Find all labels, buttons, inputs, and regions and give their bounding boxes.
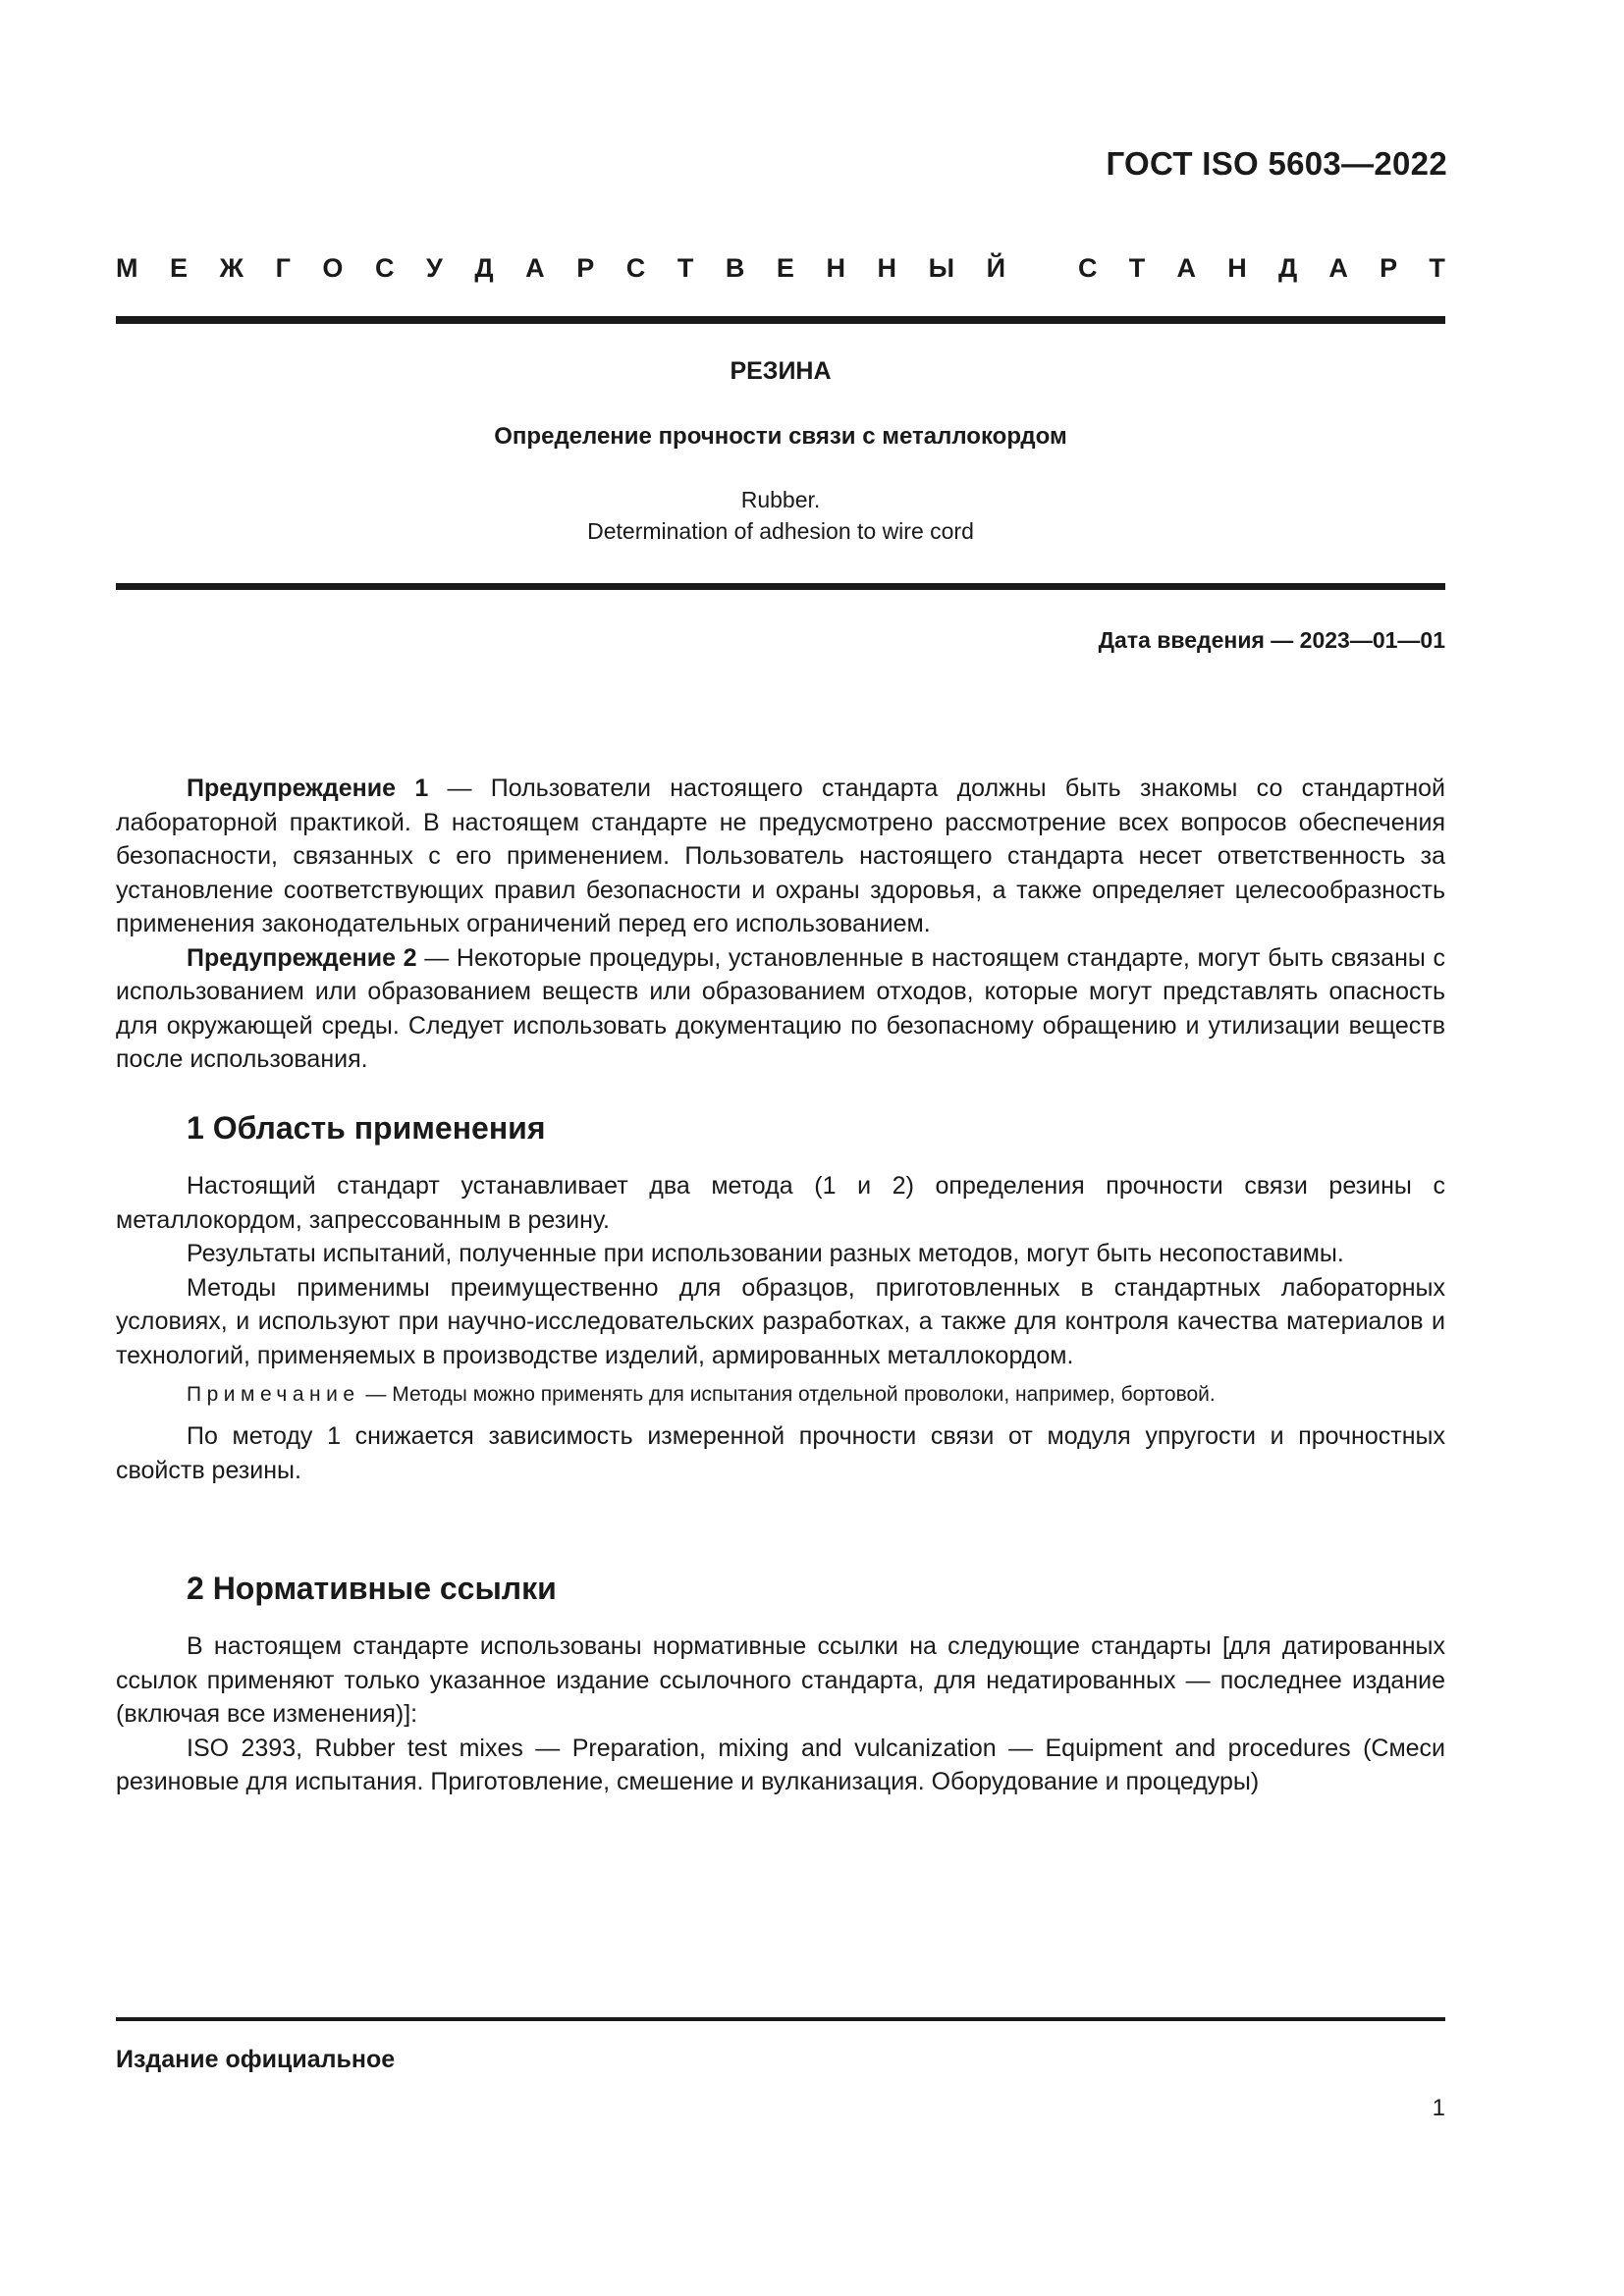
page-number: 1: [1432, 2095, 1445, 2121]
body-paragraph: По методу 1 снижается зависимость измеренной прочности связи от модуля упругости и прочностных свойств резины.: [116, 1422, 1445, 1484]
title-rule: [116, 583, 1445, 590]
body-paragraph: Результаты испытаний, полученные при использовании разных методов, могут быть несопоставимы.: [187, 1240, 1344, 1267]
standard-kind-word-1: М Е Ж Г О С У Д А Р С Т В Е Н Н Ы Й: [116, 253, 1005, 283]
note-label: Примечание: [187, 1383, 360, 1406]
english-title-line-1: Rubber.: [740, 487, 821, 512]
introduction-date: Дата введения — 2023—01—01: [1098, 627, 1445, 653]
note-paragraph: Примечание — Методы можно применять для испытания отдельной проволоки, например, бортовой.: [187, 1383, 1216, 1406]
reference-item: ISO 2393, Rubber test mixes — Preparation, mixing and vulcanization — Equipment and procedures (Смеси резиновые для испытания. Приготовление, смешение и вулканизация. Оборудование и процедуры): [116, 1734, 1445, 1795]
warning-paragraph: Предупреждение 1 — Пользователи настоящего стандарта должны быть знакомы со стандартной лабораторной практикой. В настоящем стандарте не предусмотрено рассмотрение всех вопросов обеспечения безопасности, связанных с его применением. Пользователь настоящего стандарта несет ответственность за установление соответствующих правил безопасности и охраны здоровья, а также определяет целесообразность применения законодательных ограничений перед его использованием.: [116, 774, 1446, 937]
document-number: ГОСТ ISO 5603—2022: [1106, 145, 1447, 182]
document-subtitle: Определение прочности связи с металлокордом: [494, 423, 1067, 450]
references-section-body: [116, 1629, 1445, 1799]
document-title: РЕЗИНА: [730, 357, 832, 385]
english-title: [116, 484, 1445, 547]
warnings-block: [116, 772, 1445, 1077]
section-heading-normative-references: 2 Нормативные ссылки: [187, 1571, 557, 1606]
warning-label: Предупреждение 1: [187, 774, 429, 802]
section-heading-scope: 1 Область применения: [187, 1110, 546, 1146]
body-paragraph: В настоящем стандарте использованы нормативные ссылки на следующие стандарты [для датированных ссылок применяют только указанное издание ссылочного стандарта, для недатированных — последнее издание (включая все изменения)]:: [116, 1632, 1445, 1728]
footer-rule: [116, 2017, 1445, 2021]
scope-section-body: [116, 1169, 1445, 1487]
warning-paragraph: Предупреждение 2 — Некоторые процедуры, установленные в настоящем стандарте, могут быть связаны с использованием или образованием веществ или образованием отходов, которые могут представлять опасность для окружающей среды. Следует использовать документацию по безопасному обращению и утилизации веществ после использования.: [116, 943, 1445, 1073]
edition-label: Издание официальное: [116, 2046, 396, 2073]
body-paragraph: Настоящий стандарт устанавливает два метода (1 и 2) определения прочности связи резины с металлокордом, запрессованным в резину.: [116, 1172, 1445, 1234]
warning-label: Предупреждение 2: [187, 943, 417, 972]
body-paragraph: Методы применимы преимущественно для образцов, приготовленных в стандартных лабораторных условиях, и используют при научно-исследовательских разработках, а также для контроля качества материалов и технологий, применяемых в производстве изделий, армированных металлокордом.: [116, 1273, 1445, 1369]
header-rule: [116, 316, 1445, 324]
standard-kind-word-2: С Т А Н Д А Р Т: [1078, 253, 1445, 283]
english-title-line-2: Determination of adhesion to wire cord: [587, 518, 974, 544]
standard-kind-heading: [116, 253, 1445, 284]
